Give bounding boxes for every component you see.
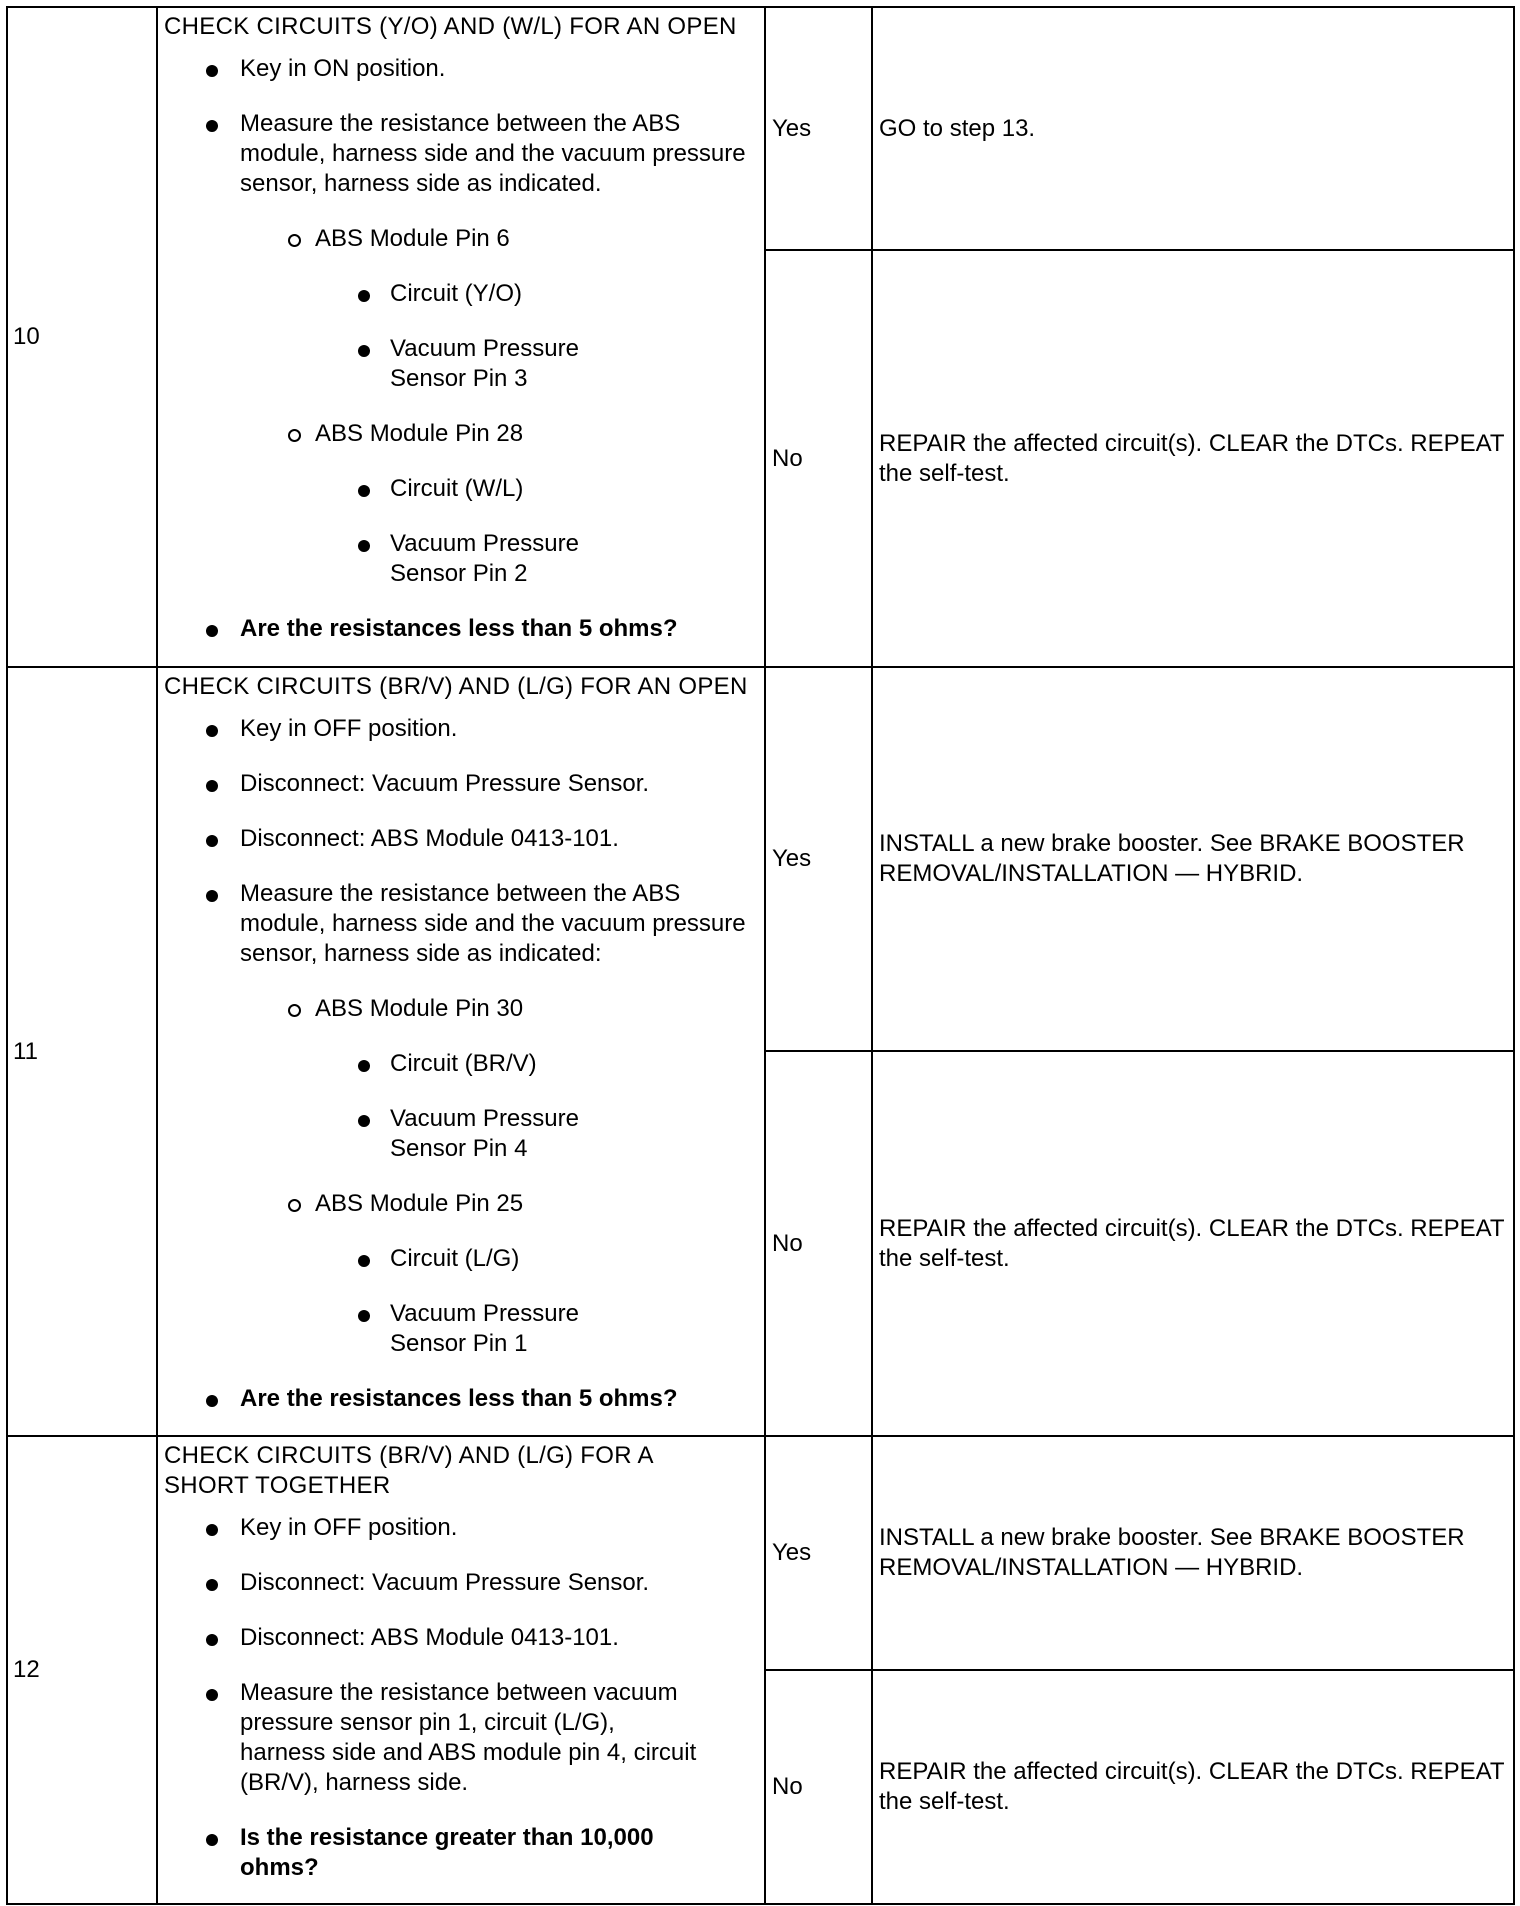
action-yes: INSTALL a new brake booster. See BRAKE BOOSTER REMOVAL/INSTALLATION — HYBRID. [872, 667, 1514, 1051]
sub-list-item: ABS Module Pin 6 [164, 224, 764, 254]
step-title: CHECK CIRCUITS (Y/O) AND (W/L) FOR AN OPEN [164, 13, 737, 40]
sub-sub-list-item: Vacuum Pressure Sensor Pin 3 [164, 334, 630, 394]
circle-bullet-icon [288, 234, 301, 247]
bullet-icon [206, 120, 218, 132]
bullet-icon [358, 540, 370, 552]
sub-list-item: ABS Module Pin 30 [164, 994, 764, 1024]
step-number: 12 [7, 1436, 157, 1904]
list-item: Measure the resistance between vacuum pressure sensor pin 1, circuit (L/G), harness side and ABS module pin 4, circuit (BR/V), harness side. [164, 1678, 700, 1798]
question-item: Are the resistances less than 5 ohms? [164, 614, 764, 644]
bullet-icon [206, 725, 218, 737]
test-procedure [157, 7, 765, 667]
answer-no: No [765, 1051, 872, 1436]
circle-bullet-icon [288, 429, 301, 442]
bullet-icon [358, 1060, 370, 1072]
sub-sub-list-item: Vacuum Pressure Sensor Pin 4 [164, 1104, 630, 1164]
answer-yes: Yes [765, 7, 872, 250]
answer-yes: Yes [765, 667, 872, 1051]
sub-list-item: ABS Module Pin 25 [164, 1189, 764, 1219]
test-procedure [157, 1436, 765, 1904]
bullet-icon [206, 1834, 218, 1846]
list-item: Disconnect: ABS Module 0413-101. [164, 824, 764, 854]
bullet-icon [358, 1115, 370, 1127]
answer-no: No [765, 250, 872, 667]
step-title: CHECK CIRCUITS (BR/V) AND (L/G) FOR AN OPEN [164, 673, 748, 700]
bullet-icon [358, 1255, 370, 1267]
answer-yes: Yes [765, 1436, 872, 1670]
bullet-icon [206, 890, 218, 902]
sub-sub-list-item: Circuit (Y/O) [164, 279, 764, 309]
bullet-icon [206, 1395, 218, 1407]
bullet-icon [206, 1634, 218, 1646]
bullet-icon [206, 65, 218, 77]
list-item: Key in ON position. [164, 54, 764, 84]
bullet-icon [358, 290, 370, 302]
action-no: REPAIR the affected circuit(s). CLEAR the DTCs. REPEAT the self-test. [872, 1051, 1514, 1436]
circle-bullet-icon [288, 1004, 301, 1017]
step-row [7, 667, 1514, 1051]
bullet-icon [206, 780, 218, 792]
question-item: Are the resistances less than 5 ohms? [164, 1384, 764, 1414]
circle-bullet-icon [288, 1199, 301, 1212]
bullet-icon [206, 835, 218, 847]
diagnostic-table [6, 6, 1515, 1905]
step-row [7, 7, 1514, 250]
list-item: Disconnect: ABS Module 0413-101. [164, 1623, 764, 1653]
list-item: Measure the resistance between the ABS module, harness side and the vacuum pressure sensor, harness side as indicated: [164, 879, 764, 969]
list-item: Key in OFF position. [164, 714, 764, 744]
sub-sub-list-item: Circuit (W/L) [164, 474, 764, 504]
step-number: 10 [7, 7, 157, 667]
bullet-icon [358, 345, 370, 357]
test-procedure [157, 667, 765, 1436]
answer-no: No [765, 1670, 872, 1904]
sub-sub-list-item: Circuit (L/G) [164, 1244, 764, 1274]
action-no: REPAIR the affected circuit(s). CLEAR the DTCs. REPEAT the self-test. [872, 250, 1514, 667]
list-item: Disconnect: Vacuum Pressure Sensor. [164, 1568, 764, 1598]
bullet-icon [206, 1579, 218, 1591]
action-yes: GO to step 13. [872, 7, 1514, 250]
bullet-icon [206, 1524, 218, 1536]
bullet-icon [206, 625, 218, 637]
question-item: Is the resistance greater than 10,000 ohms? [164, 1823, 700, 1883]
sub-sub-list-item: Vacuum Pressure Sensor Pin 2 [164, 529, 630, 589]
sub-sub-list-item: Circuit (BR/V) [164, 1049, 764, 1079]
step-title: CHECK CIRCUITS (BR/V) AND (L/G) FOR A SHORT TOGETHER [164, 1442, 653, 1499]
action-yes: INSTALL a new brake booster. See BRAKE BOOSTER REMOVAL/INSTALLATION — HYBRID. [872, 1436, 1514, 1670]
list-item: Disconnect: Vacuum Pressure Sensor. [164, 769, 764, 799]
bullet-icon [358, 1310, 370, 1322]
bullet-icon [206, 1689, 218, 1701]
step-number: 11 [7, 667, 157, 1436]
action-no: REPAIR the affected circuit(s). CLEAR the DTCs. REPEAT the self-test. [872, 1670, 1514, 1904]
list-item: Measure the resistance between the ABS module, harness side and the vacuum pressure sensor, harness side as indicated. [164, 109, 764, 199]
list-item: Key in OFF position. [164, 1513, 764, 1543]
bullet-icon [358, 485, 370, 497]
sub-sub-list-item: Vacuum Pressure Sensor Pin 1 [164, 1299, 630, 1359]
sub-list-item: ABS Module Pin 28 [164, 419, 764, 449]
step-row [7, 1436, 1514, 1670]
